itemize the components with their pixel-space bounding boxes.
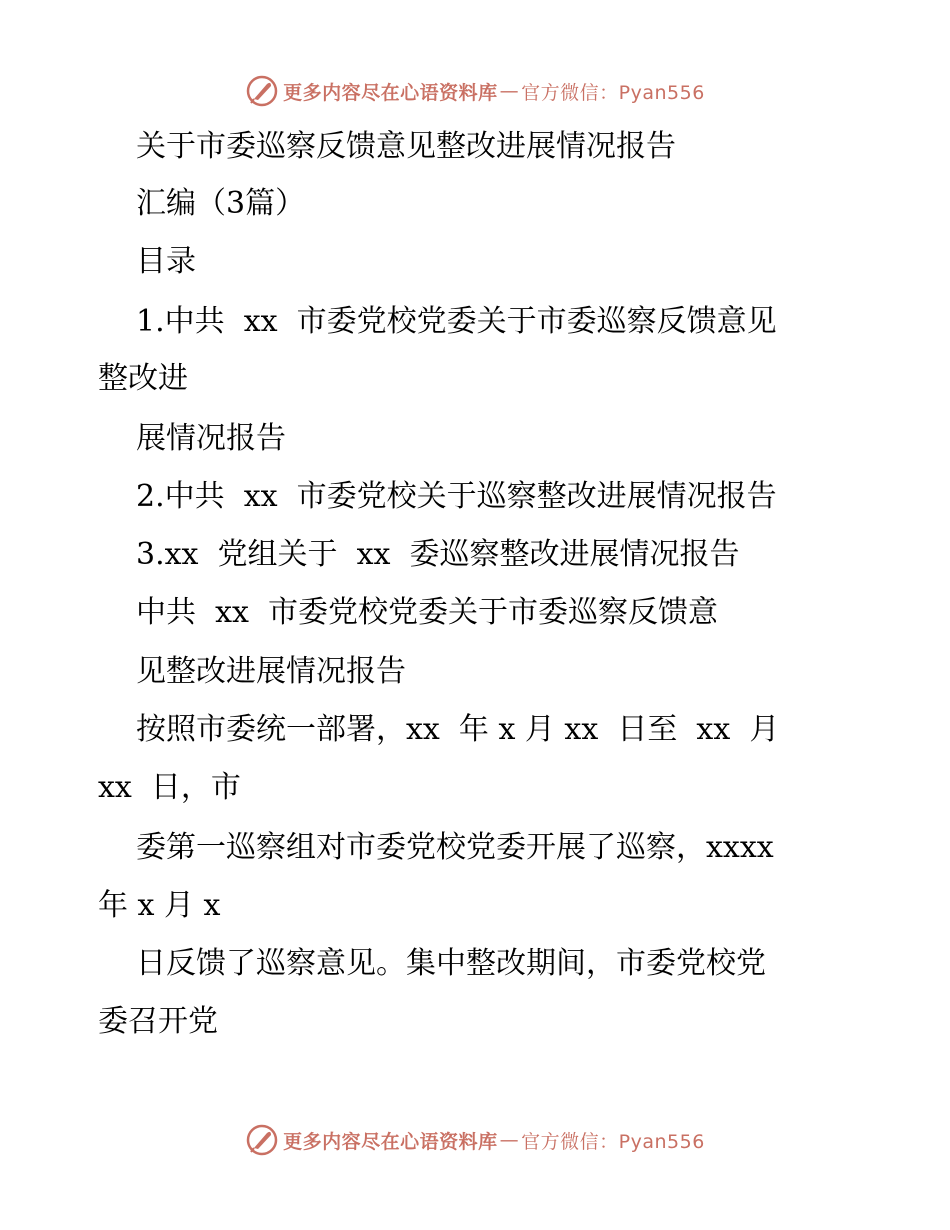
toc-heading: 目录 bbox=[136, 244, 196, 279]
watermark-separator: — bbox=[499, 80, 520, 102]
toc-item: 1.中共 xx 市委党校党委关于市委巡察反馈意见 bbox=[136, 304, 777, 339]
watermark-wechat-text: 官方微信：Pyan556 bbox=[521, 81, 705, 104]
quill-pen-circle-icon bbox=[245, 1123, 279, 1157]
quill-pen-circle-icon bbox=[245, 74, 279, 108]
document-title-line-2: 汇编（3篇） bbox=[136, 186, 306, 221]
footer-watermark bbox=[0, 1120, 950, 1160]
watermark-wechat-text: 官方微信：Pyan556 bbox=[521, 1130, 705, 1153]
body-paragraph-line: 委第一巡察组对市委党校党委开展了巡察，xxxx bbox=[136, 830, 774, 865]
body-paragraph-line: xx 日，市 bbox=[98, 770, 241, 805]
document-title-line-1: 关于市委巡察反馈意见整改进展情况报告 bbox=[136, 129, 676, 164]
watermark-site-text: 更多内容尽在心语资料库 bbox=[283, 1130, 498, 1153]
toc-item: 3.xx 党组关于 xx 委巡察整改进展情况报告 bbox=[136, 537, 740, 572]
toc-item: 展情况报告 bbox=[136, 421, 286, 456]
header-watermark bbox=[0, 71, 950, 111]
article-title-line: 见整改进展情况报告 bbox=[136, 654, 406, 689]
body-paragraph-line: 按照市委统一部署，xx 年 x 月 xx 日至 xx 月 bbox=[136, 712, 780, 747]
body-paragraph-line: 委召开党 bbox=[98, 1004, 218, 1039]
watermark-site-text: 更多内容尽在心语资料库 bbox=[283, 81, 498, 104]
watermark-separator: — bbox=[499, 1129, 520, 1151]
toc-item: 整改进 bbox=[98, 361, 188, 396]
article-title-line: 中共 xx 市委党校党委关于市委巡察反馈意 bbox=[136, 595, 718, 630]
toc-item: 2.中共 xx 市委党校关于巡察整改进展情况报告 bbox=[136, 479, 777, 514]
body-paragraph-line: 年 x 月 x bbox=[98, 888, 221, 923]
body-paragraph-line: 日反馈了巡察意见。集中整改期间，市委党校党 bbox=[136, 946, 766, 981]
